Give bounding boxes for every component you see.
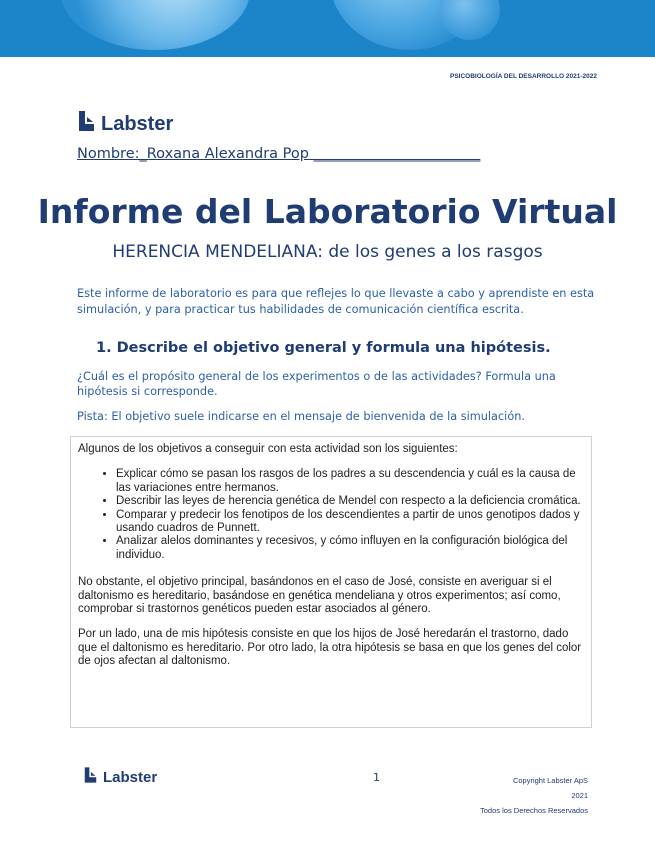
logo-text: Labster	[103, 768, 158, 786]
copyright-year: 2021	[571, 791, 588, 800]
header-banner	[0, 0, 655, 57]
report-intro: Este informe de laboratorio es para que reflejes lo que llevaste a cabo y aprendiste en esta simulación, y para practicar tus habilidades de comunicación científica escrita.	[77, 287, 595, 316]
question-heading: 1. Describe el objetivo general y formula una hipótesis.	[96, 340, 551, 356]
list-item: • Comparar y predecir los fenotipos de los descendientes a partir de unos genotipos dados y usando cuadros de Punnett.	[116, 509, 585, 536]
answer-box[interactable]	[70, 436, 592, 728]
copyright-notice	[480, 773, 588, 818]
report-title: Informe del Laboratorio Virtual	[37, 192, 618, 231]
list-item: • Explicar cómo se pasan los rasgos de los padres a su descendencia y cuál es la causa de las variaciones entre hermanos.	[116, 468, 585, 495]
student-name-field: Nombre:_Roxana Alexandra Pop _______________________	[77, 146, 481, 162]
copyright-rights: Todos los Derechos Reservados	[480, 806, 588, 815]
list-item: • Describir las leyes de herencia genética de Mendel con respecto a la deficiencia cromática.	[116, 495, 585, 508]
course-label: PSICOBIOLOGÍA DEL DESARROLLO 2021-2022	[449, 73, 597, 80]
answer-paragraph: No obstante, el objetivo principal, basándonos en el caso de José, consiste en averiguar si el daltonismo es hereditario, basándose en genética mendeliana y otros experimentos; así como, comprobar si trastornos genéticos pueden estar asociados al género.	[78, 576, 561, 616]
footer-labster-logo	[84, 767, 157, 787]
labster-logo-icon	[78, 111, 95, 137]
question-prompt: ¿Cuál es el propósito general de los experimentos o de las actividades? Formula una hipótesis si corresponde.	[77, 370, 556, 398]
question-hint: Pista: El objetivo suele indicarse en el mensaje de bienvenida de la simulación.	[77, 410, 525, 423]
list-item: • Analizar alelos dominantes y recesivos, y cómo influyen en la configuración biológica del individuo.	[116, 535, 585, 562]
copyright-line: Copyright Labster ApS	[512, 776, 588, 785]
answer-paragraph: Por un lado, una de mis hipótesis consiste en que los hijos de José heredarán el trastorno, dado que el daltonismo es hereditario. Por otro lado, la otra hipótesis se basa en que los genes del color de ojos afectan al daltonismo.	[78, 628, 582, 668]
logo-text: Labster	[101, 112, 174, 135]
report-subtitle: HERENCIA MENDELIANA: de los genes a los rasgos	[112, 242, 543, 262]
page-number: 1	[373, 771, 380, 784]
labster-logo-icon	[84, 767, 97, 787]
answer-intro: Algunos de los objetivos a conseguir con esta actividad son los siguientes:	[78, 443, 458, 455]
labster-logo	[78, 111, 173, 137]
decorative-bubble	[60, 0, 250, 50]
objectives-list	[78, 468, 585, 562]
